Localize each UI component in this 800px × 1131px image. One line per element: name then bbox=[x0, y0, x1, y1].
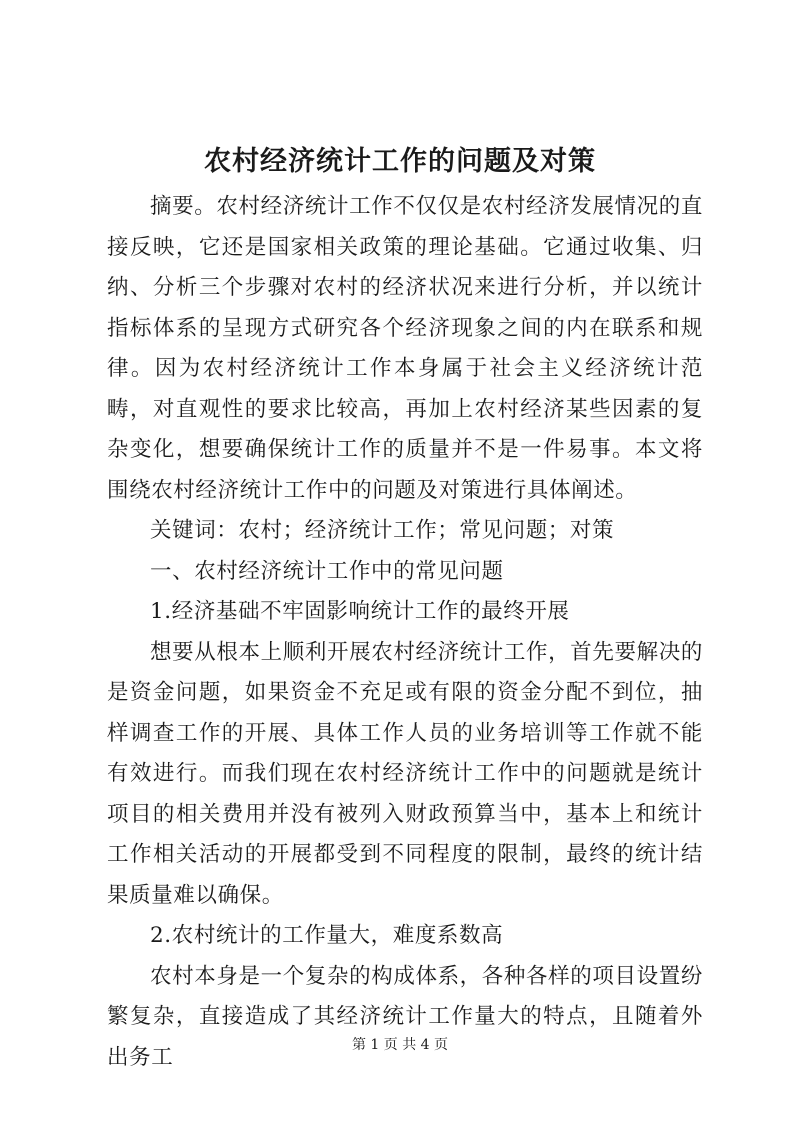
subsection-1-paragraph: 想要从根本上顺利开展农村经济统计工作，首先要解决的是资金问题，如果资金不充足或有限的资金分配不到位，抽样调查工作的开展、具体工作人员的业务培训等工作就不能有效进行。而我们现在农村经济统计工作中的问题就是统计项目的相关费用并没有被列入财政预算当中，基本上和统计工作相关活动的开展都受到不同程度的限制，最终的统计结果质量难以确保。 bbox=[107, 639, 703, 908]
subsection-heading-2: 2.农村统计的工作量大，难度系数高 bbox=[150, 923, 504, 948]
page-footer: 第 1 页 共 4 页 bbox=[351, 1037, 449, 1053]
document-title: 农村经济统计工作的问题及对策 bbox=[204, 146, 596, 177]
abstract-paragraph: 摘要。农村经济统计工作不仅仅是农村经济发展情况的直接反映，它还是国家相关政策的理论基础。它通过收集、归纳、分析三个步骤对农村的经济状况来进行分析，并以统计指标体系的呈现方式研究各个经济现象之间的内在联系和规律。因为农村经济统计工作本身属于社会主义经济统计范畴，对直观性的要求比较高，再加上农村经济某些因素的复杂变化，想要确保统计工作的质量并不是一件易事。本文将围绕农村经济统计工作中的问题及对策进行具体阐述。 bbox=[107, 194, 703, 503]
document-body bbox=[107, 187, 703, 1078]
subsection-heading-1: 1.经济基础不牢固影响统计工作的最终开展 bbox=[150, 599, 570, 624]
keywords-line: 关键词：农村；经济统计工作；常见问题；对策 bbox=[150, 518, 615, 543]
subsection-2-paragraph: 农村本身是一个复杂的构成体系，各种各样的项目设置纷繁复杂，直接造成了其经济统计工作量大的特点，且随着外出务工 bbox=[107, 963, 703, 1070]
section-heading-1: 一、农村经济统计工作中的常见问题 bbox=[150, 558, 504, 584]
